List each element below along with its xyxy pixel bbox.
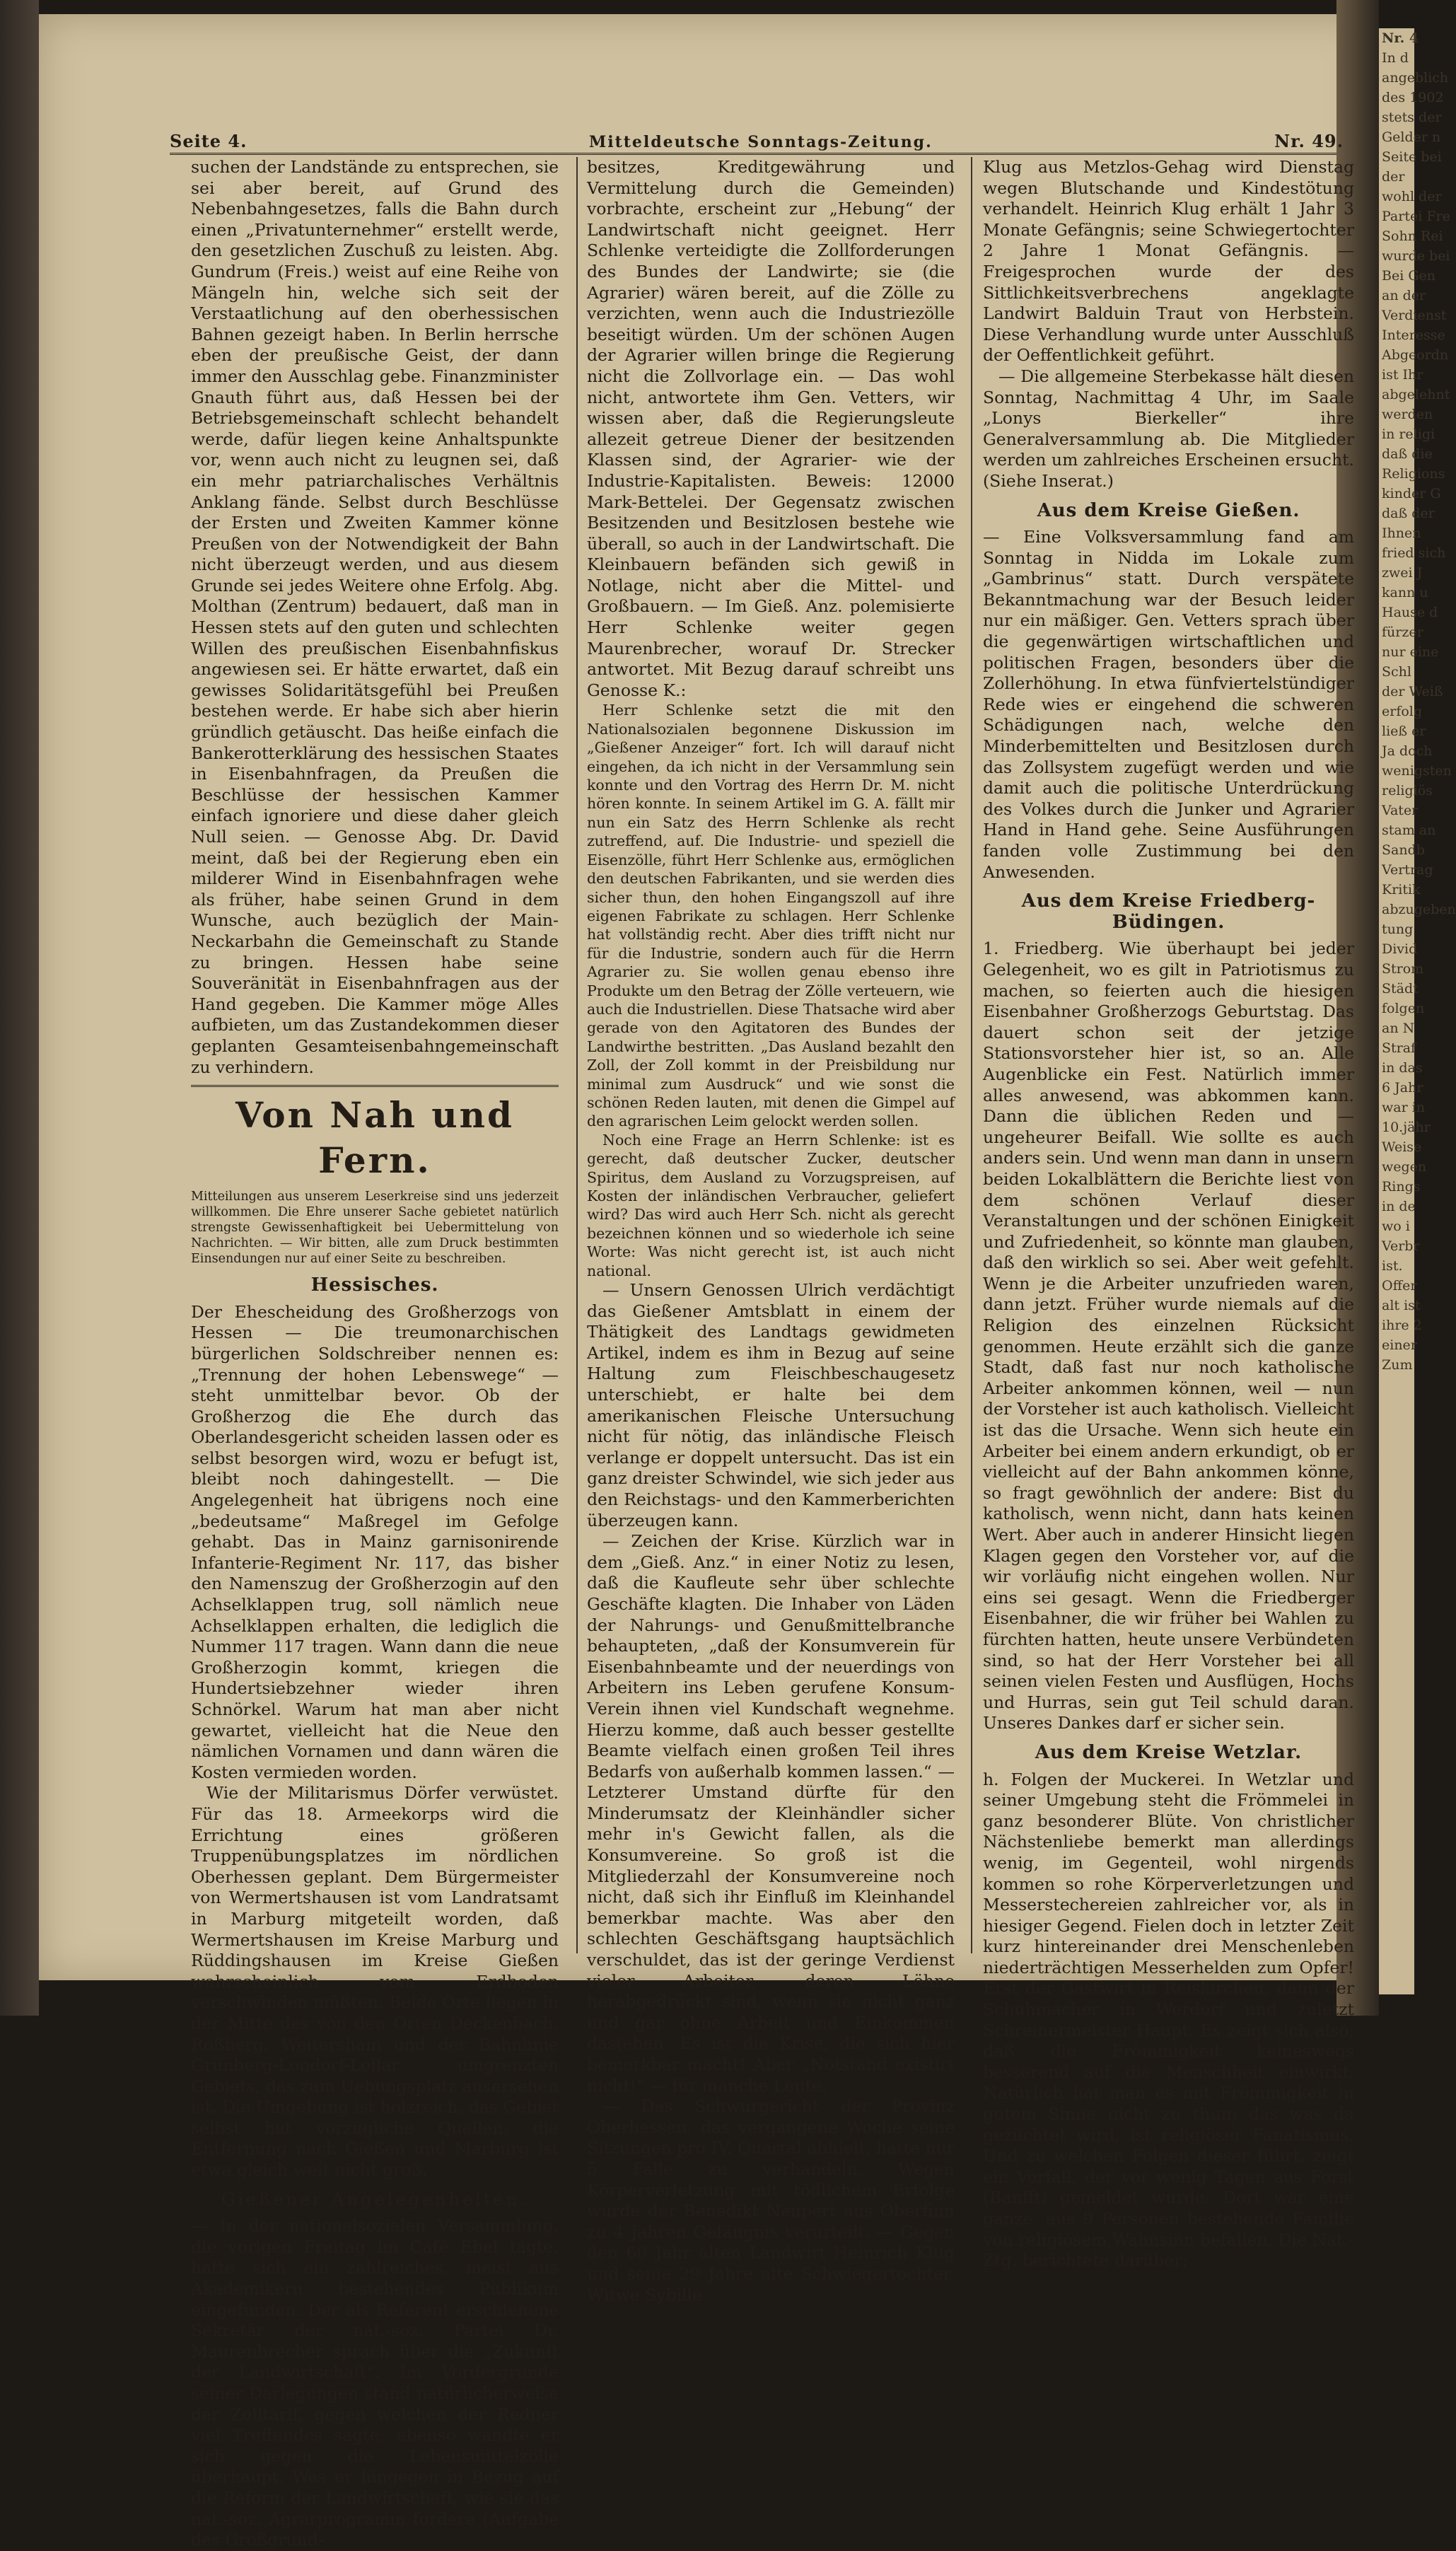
adjacent-page-text: wohl der <box>1382 189 1442 204</box>
adjacent-page-text: 6 Jahr <box>1382 1080 1423 1096</box>
adjacent-page-text: der Weiß <box>1382 684 1443 699</box>
adjacent-page-text: abgelehnt <box>1382 387 1450 402</box>
subsection-heading: Aus dem Kreise Friedberg-Büdingen. <box>1021 890 1316 933</box>
adjacent-page-text: ist. <box>1382 1258 1403 1274</box>
subsection-heading: Hessisches. <box>310 1274 439 1296</box>
article-paragraph: — Unsern Genossen Ulrich verdächtigt das Gießener Amtsblatt in einem der Thätigkeit des Landtags gewidmeten Artikel, indem es ihm in Bezug auf seine Haltung zum Fleischbeschaugesetz unterschiebt, er halte bei dem amerikanischen Fleische Untersuchung nicht für nötig, das inländische Fleisch verlange er doppelt untersucht. Das ist ein ganz dreister Schwindel, wie sich jeder aus den Reichstags- und den Kammerberichten überzeugen kann. <box>587 1280 955 1530</box>
adjacent-page-text: wurde bei <box>1382 248 1450 264</box>
adjacent-page-text: Weise <box>1382 1139 1422 1155</box>
column-1 <box>191 157 559 2550</box>
adjacent-page-text: zwei J <box>1382 565 1423 581</box>
adjacent-page-text: Schl <box>1382 664 1411 680</box>
adjacent-page-text: werden <box>1382 407 1433 422</box>
adjacent-page-text: Partei Fre <box>1382 209 1450 224</box>
adjacent-page-text: Städt <box>1382 981 1419 996</box>
adjacent-page-text: erfolg <box>1382 704 1423 719</box>
header-rule <box>170 153 1336 155</box>
adjacent-page-text: wenigsten <box>1382 763 1452 779</box>
adjacent-page-text: Ihnen <box>1382 525 1421 541</box>
adjacent-page-text: Sohn Rei <box>1382 228 1443 244</box>
adjacent-page-text: daß die <box>1382 446 1433 462</box>
adjacent-page-text: Vater <box>1382 803 1419 818</box>
adjacent-page-text: fried sich <box>1382 545 1446 561</box>
adjacent-page-text: Offer <box>1382 1278 1417 1294</box>
adjacent-page-text: tung <box>1382 922 1414 937</box>
adjacent-page-text: Nr. 4 <box>1382 30 1419 46</box>
adjacent-page-text: angeblich <box>1382 70 1449 86</box>
issue-number: Nr. 49. <box>1274 131 1344 151</box>
adjacent-page-text: stam an <box>1382 823 1436 838</box>
adjacent-page-text: Rings <box>1382 1179 1421 1195</box>
quoted-letter: Herr Schlenke setzt die mit den Nationalsozialen begonnene Diskussion im „Gießener Anzeiger“ fort. Ich will darauf nicht eingehen, da ich nicht in der Versammlung sein konnte und den Vortrag des Herrn Dr. M. nicht hören konnte. In seinem Artikel im G. A. fällt mir nun ein Satz des Herrn Schlenke als recht zutreffend, auf. Die Industrie- und speziell die Eisenzölle, führt Herr Schlenke aus, ermöglichen den deutschen Fabrikanten, und sie werden dies sicher thun, den hohen Eingangszoll auf ihre eigenen Fabrikate zu schlagen. Herr Schlenke hat vollständig recht. Aber dies trifft nicht nur für die Industrie, sondern auch für die Herrn Agrarier zu. Sie wollen genau ebenso ihre Produkte um den Betrag der Zölle verteuern, wie auch die Industriellen. Diese Thatsache wird aber gerade von den Agitatoren des Bundes der Landwirthe bestritten. „Das Ausland bezahlt den Zoll, der Zoll kommt in der Preisbildung nur minimal zum Ausdruck“ und wie sonst die schönen Reden lauten, mit denen die Gimpel auf den agrarischen Leim gelockt werden sollen. <box>587 702 955 1130</box>
adjacent-page-text: Straf <box>1382 1040 1416 1056</box>
column-divider <box>576 157 578 1953</box>
adjacent-page-text: nur eine <box>1382 644 1439 660</box>
article-paragraph: Klug aus Metzlos-Gehag wird Dienstag wegen Blutschande und Kindestötung verhandelt. Heinrich Klug erhält 1 Jahr 3 Monate Gefängnis; seine Schwiegertochter 2 Jahre 1 Monat Gefängnis. — Freigesprochen wurde der des Sittlichkeitsverbrechens angeklagte Landwirt Balduin Traut von Herbstein. Diese Verhandlung wurde unter Ausschluß der Oeffentlichkeit geführt. <box>983 157 1354 366</box>
adjacent-page-text: Hause d <box>1382 605 1438 620</box>
section-title: Von Nah und Fern. <box>235 1094 514 1182</box>
article-paragraph: Wie der Militarismus Dörfer verwüstet. Für das 18. Armeekorps wird die Errichtung eines größeren Truppenübungsplatzes im nördlichen Oberhessen geplant. Dem Bürgermeister von Wermertshausen ist vom Landratsamt in Marburg mitgeteilt worden, daß Wermertshausen im Kreise Marburg und Rüddingshausen im Kreise Gießen wahrscheinlich vom Erdboden verschwinden müßten. Beide Orte liegen in der Mitte des von den Orten Deckenbach, Roßberg, Weitershain und der Bahnlinie Grünberg-Londorf-Lollar umgrenzten Gebiets, das zum Uebungsplatz ausersehen ist. Die Umgebung ist holzreich, das Gebiet selbst hat vorzügliche Quellen; die Entfernung nach Gießen und Marburg ist etwa gleich weit nicht groß. <box>191 1783 559 2180</box>
adjacent-page-text: Interesse <box>1382 327 1445 343</box>
adjacent-page-text: an der <box>1382 288 1426 303</box>
section-rule <box>191 1085 559 1087</box>
adjacent-page-text: des 1902 <box>1382 90 1444 105</box>
adjacent-page-text: war in <box>1382 1100 1426 1115</box>
adjacent-page-text: 10.jähr <box>1382 1120 1431 1135</box>
article-paragraph: besitzes, Kreditgewährung und Vermittelung durch die Gemeinden) vorbrachte, erscheint zur „Hebung“ der Landwirtschaft nicht geeignet. Herr Schlenke verteidigte die Zollforderungen des Bundes der Landwirte; sie (die Agrarier) wären bereit, auf die Zölle zu verzichten, wenn auch die Industriezölle beseitigt würden. Um der schönen Augen der Agrarier willen bringe die Regierung nicht die Zollvorlage ein. — Das wohl nicht, antwortete ihm Gen. Vetters, wir wissen aber, daß die Regierungsleute allezeit getreue Diener der besitzenden Klassen sind, der Agrarier- wie der Industrie-Kapitalisten. Beweis: 12000 Mark-Bettelei. Der Gegensatz zwischen Besitzenden und Besitzlosen bestehe wie überall, so auch in der Landwirtschaft. Die Kleinbauern befänden sich gewiß in Notlage, nicht aber die Mittel- und Großbauern. — Im Gieß. Anz. polemisierte Herr Schlenke weiter gegen Maurenbrecher, worauf Dr. Strecker antwortet. Mit Bezug darauf schreibt uns Genosse K.: <box>587 157 955 700</box>
article-paragraph: — Das Schwurgericht der Provinz Oberhessen, das vergangene Woche seine Sitzungen pro IV. Quartal abhielt, hatte nur 5 Fälle zu verhandeln. Wegen Körperverletzung mit tödlichem Erfolge wurde der Benedikt Neupert aus Oberfinn zu 4 Jahren Gefängnis verurteilt. — Gegen den 60 Jahr alten Landwirt Heinrich Klug und seine 29 Jahre alte Schwiegertochter, Witwe Sybille <box>587 2096 955 2305</box>
subsection-heading: Aus dem Kreise Gießen. <box>1037 499 1300 521</box>
article-paragraph: suchen der Landstände zu entsprechen, sie sei aber bereit, auf Grund des Nebenbahngesetzes, falls die Bahn durch einen „Privatunternehmer“ erstellt werde, den gesetzlichen Zuschuß zu leisten. Abg. Gundrum (Freis.) weist auf eine Reihe von Mängeln hin, welche sich seit der Verstaatlichung auf den oberhessischen Bahnen gezeigt haben. In Berlin herrsche eben der preußische Geist, der dann immer den Ausschlag gebe. Finanzminister Gnauth führt aus, daß Hessen bei der Betriebsgemeinschaft schlecht behandelt werde, dafür liegen keine Anhaltspunkte vor, wenn auch nicht zu leugnen sei, daß ein mehr patriarchalisches Verhältnis Anklang fände. Selbst durch Beschlüsse der Ersten und Zweiten Kammer könne Preußen von der Notwendigkeit der Bahn nicht überzeugt werden, und aus diesem Grunde sei jedes Weitere ohne Erfolg. Abg. Molthan (Zentrum) bedauert, daß man in Hessen stets auf den guten und schlechten Willen des preußischen Eisenbahnfiskus angewiesen sei. Er hätte erwartet, daß ein gewisses Solidaritätsgefühl bei Preußen bestehen werde. Er habe sich aber hierin gründlich getäuscht. Das heiße einfach die Bankerotterklärung des hessischen Staates in Eisenbahnfragen, da Preußen die Beschlüsse der hessischen Kammer einfach ignoriere und diese daher gleich Null seien. — Genosse Abg. Dr. David meint, daß bei der Regierung eben ein milderer Wind in Eisenbahnfragen wehe als früher, habe seinen Grund in dem Wunsche, auch bezüglich der Main-Neckarbahn die Gemeinschaft zu Stande zu bringen. Hessen habe seine Souveränität in Eisenbahnfragen aus der Hand gegeben. Die Kammer möge Alles aufbieten, um das Zustandekommen dieser geplanten Gesamteisenbahngemeinschaft zu verhindern. <box>191 157 559 1077</box>
adjacent-page-text: Gelder n <box>1382 129 1441 145</box>
column-2 <box>587 157 955 2305</box>
adjacent-page-text: Vertrag <box>1382 862 1433 878</box>
adjacent-page-text: ihre 2 <box>1382 1318 1422 1333</box>
adjacent-page-text: kann u <box>1382 585 1428 600</box>
adjacent-page-text: einer <box>1382 1337 1417 1353</box>
adjacent-page-text: wegen <box>1382 1159 1427 1175</box>
adjacent-page-text: religiös <box>1382 783 1433 798</box>
adjacent-page-text: Verbr <box>1382 1238 1420 1254</box>
subsection-heading: Aus dem Kreise Wetzlar. <box>1035 1741 1303 1763</box>
column-divider <box>971 157 972 1953</box>
article-paragraph: Der Ehescheidung des Großherzogs von Hessen — Die treumonarchischen bürgerlichen Soldschreiber nennen es: „Trennung der hohen Lebenswege“ — steht unmittelbar bevor. Ob der Großherzog die Ehe durch das Oberlandesgericht scheiden lassen oder es selbst besorgen wird, wozu er befugt ist, bleibt noch dahingestellt. — Die Angelegenheit hat übrigens noch eine „bedeutsame“ Maßregel im Gefolge gehabt. Das in Mainz garnisonirende Infanterie-Regiment Nr. 117, das bisher den Namenszug der Großherzogin auf den Achselklappen trug, soll nämlich neue Achselklappen erhalten, die lediglich die Nummer 117 tragen. Wann dann die neue Großherzogin kommt, kriegen die Hundertsiebzehner wieder ihren Schnörkel. Warum hat man aber nicht gewartet, vielleicht hat die Neue den nämlichen Vornamen und dann wären die Kosten vermieden worden. <box>191 1301 559 1782</box>
adjacent-page-text: Strom <box>1382 961 1424 977</box>
adjacent-page-text: ließ er <box>1382 724 1426 739</box>
adjacent-page-text: in religi <box>1382 426 1435 442</box>
adjacent-page-text: in de <box>1382 1199 1416 1214</box>
adjacent-page-text: in das <box>1382 1060 1423 1076</box>
article-paragraph: 1. Friedberg. Wie überhaupt bei jeder Gelegenheit, wo es gilt in Patriotismus zu machen, so feierten auch die hiesigen Eisenbahner Großherzogs Geburtstag. Das dauert schon seit der jetzige Stationsvorsteher hier ist, so an. Alle Augenblicke ein Fest. Natürlich immer alles anwesend, was abkommen kann. Dann die üblichen Reden und — ungeheurer Beifall. Wie sollte es auch anders sein. Und wenn man dann in unsern beiden Lokalblättern die Berichte liest von dem schönen Verlauf dieser Veranstaltungen und der schönen Einigkeit und Zufriedenheit, so könnte man glauben, daß den wirklich so sei. Aber weit gefehlt. Wenn je die Arbeiter unzufrieden waren, dann jetzt. Früher wurde niemals auf die Religion des einzelnen Rücksicht genommen. Heute erzählt sich die ganze Stadt, daß fast nur noch katholische Arbeiter ankommen können, weil — nun der Vorsteher ist auch katholisch. Vielleicht ist das die Ursache. Wenn sich heute ein Arbeiter bei einem andern erkundigt, ob er vielleicht auf der Bahn ankommen könne, so fragt gewöhnlich der andere: Bist du katholisch, wenn nicht, dann hats keinen Wert. Aber auch in anderer Hinsicht liegen Klagen gegen den Vorsteher vor, auf die wir vorläufig nicht eingehen wollen. Nur eins sei gesagt. Wenn die Friedberger Eisenbahner, die wir früher bei Wahlen zu fürchten hatten, heute unsere Verbündeten sind, so hat der Herr Vorsteher bei all seinen vielen Festen und Ausflügen, Hochs und Hurras, sein gut Teil schuld daran. Unseres Dankes darf er sicher sein. <box>983 939 1354 1733</box>
adjacent-page-text: Verdienst <box>1382 308 1447 323</box>
adjacent-page-text: In d <box>1382 50 1409 66</box>
section-intro: Mitteilungen aus unserem Leserkreise sind uns jederzeit willkommen. Die Ehre unserer Sache gebietet natürlich strengste Gewissenhaftigkeit bei Uebermittelung von Nachrichten. — Wir bitten, alle zum Druck bestimmten Einsendungen nur auf einer Seite zu beschreiben. <box>191 1190 559 1267</box>
adjacent-page-text: Ja doch <box>1382 743 1433 759</box>
adjacent-page-text: Divid <box>1382 941 1418 957</box>
binding-edge <box>0 0 39 2016</box>
adjacent-page-text: kinder G <box>1382 486 1441 501</box>
quoted-letter: Noch eine Frage an Herrn Schlenke: ist es gerecht, daß deutscher Zucker, deutscher Spiritus, dem Ausland zu Vorzugspreisen, auf Kosten der inländischen Verbraucher, geliefert wird? Das wird auch Herr Sch. nicht als gerecht bezeichnen können und so wiederhole ich seine Worte: Was nicht gerecht ist, ist auch nicht national. <box>587 1131 955 1279</box>
adjacent-page-text: wo i <box>1382 1219 1410 1234</box>
adjacent-page-text: Religions <box>1382 466 1445 482</box>
adjacent-page-text: abzugeben <box>1382 902 1456 917</box>
column-3 <box>983 157 1354 2271</box>
adjacent-page-text: daß der <box>1382 506 1435 521</box>
adjacent-page-text: fürzer <box>1382 624 1423 640</box>
adjacent-page-text: stets der <box>1382 110 1442 125</box>
page-header <box>170 120 1344 151</box>
adjacent-page-text: Zum <box>1382 1357 1413 1373</box>
adjacent-page-text: Kritik <box>1382 882 1421 897</box>
adjacent-page-text: ist Ihr <box>1382 367 1423 383</box>
newspaper-title: Mitteldeutsche Sonntags-Zeitung. <box>588 133 933 151</box>
adjacent-page-text: Abgeordn <box>1382 347 1449 363</box>
page-number: Seite 4. <box>170 131 247 151</box>
article-paragraph: h. Folgen der Muckerei. In Wetzlar und seiner Umgebung steht die Frömmelei in ganz besonderer Blüte. Von christlicher Nächstenliebe bemerkt man allerdings wenig, im Gegenteil, wohl nirgends kommen so rohe Körperverletzungen und Messerstechereien zahlreicher vor, als in hiesiger Gegend. Fielen doch in letzter Zeit kurz hintereinander drei Menschenleben niederträchtigen Messerhelden zum Opfer! Erst der Gastwirt in Reiskirchen, dann der Schuhmacher in Werdorf und zuletzt Schreinermeister Haupt. Es zeigt sich also, daß die Frömmigkeit keineswegs besserend auf die Menschheit einwirkt. Natürlich hat man es mit Frömmigkeit in gutem Sinne nicht zu thun; das was da gezüchtet wird, ist religiöser Fanatismus. Und zu welchen Folgen dieser führt, zeigt ein Vorfall, der vor wenig Tagen aus Forst (Banfft) gemeldet wurde. Dort war eine ganze, aus 9 Personen bestehende Familie von religiösem Wahnsinn befallen. Die Nat.-Ztg. berichtete darüber: <box>983 1769 1354 2271</box>
adjacent-page-text: an N <box>1382 1021 1415 1036</box>
adjacent-page-text: Bei Gen <box>1382 268 1435 284</box>
adjacent-page-fragment <box>1379 28 1456 1994</box>
subsection-heading: Gießener Angelegenheiten. <box>221 2189 528 2209</box>
adjacent-page-text: folgen <box>1382 1001 1425 1016</box>
adjacent-page-text: Seite bei <box>1382 149 1442 165</box>
article-paragraph: — Die allgemeine Sterbekasse hält diesen Sonntag, Nachmittag 4 Uhr, im Saale „Lonys Bierkeller“ ihre Generalversammlung ab. Die Mitglieder werden um zahlreiches Erscheinen ersucht. (Siehe Inserat.) <box>983 366 1354 491</box>
article-paragraph: — Zeichen der Krise. Kürzlich war in dem „Gieß. Anz.“ in einer Notiz zu lesen, daß die Kaufleute sehr über schlechte Geschäfte klagten. Die Inhaber von Läden der Nahrungs- und Genußmittelbranche behaupteten, „daß der Konsumverein für Eisenbahnbeamte und der neuerdings von Arbeitern ins Leben gerufene Konsum-Verein ihnen viel Kundschaft wegnehme. Hierzu komme, daß auch besser gestellte Beamte vielfach einen großen Teil ihres Bedarfs von außerhalb kommen lassen.“ — Letzterer Umstand dürfte für den Minderumsatz der Kleinhändler sicher mehr in's Gewicht fallen, als die Konsumvereine. So groß ist die Mitgliederzahl der Konsumvereine noch nicht, daß sich ihr Einfluß im Kleinhandel bemerkbar machte. Was aber den schlechten Geschäftsgang hauptsächlich verschuldet, das ist der geringe Verdienst vieler Arbeiter, deren Löhne herabgedrückt sind, wenn sie nicht ganz und gar ohne Arbeit und Einkommen dastehen. Es ist die Krise, die sich hier bemerkbar macht! Aber „Notstand existirt nicht!“ — für manche Leute. <box>587 1531 955 2096</box>
adjacent-page-text: alt ist <box>1382 1298 1421 1313</box>
article-paragraph: — Eine Volksversammlung fand am Sonntag in Nidda im Lokale zum „Gambrinus“ statt. Durch verspätete Bekanntmachung war der Besuch leider nur ein mäßiger. Gen. Vetters sprach über die gegenwärtigen wirtschaftlichen und politischen Fragen, besonders über die Zollerhöhung. In etwa fünfviertelstündiger Rede wies er eingehend die schweren Schädigungen nach, welche den Minderbemittelten und Besitzlosen durch das Zollsystem zugefügt werden und wie damit auch die politische Unterdrückung des Volkes durch die Junker und Agrarier Hand in Hand gehe. Seine Ausführungen fanden volle Zustimmung bei den Anwesenden. <box>983 527 1354 882</box>
article-paragraph: — In der nationalsozialen Versammlung, die vorigen Freitag im Café Ebel tagte, hatte sich ein zahlreiches, meist aus Akademikern bestehendes Publikum eingefunden. Der als Referent erschienene Sekretär der nat.-soz. Partei Dr. Maurenbrecher sprach über die „Zukunft der Landwirtschaft“. Im Vordergrunde seiner Darlegungen stand natürlicherweise der Zolltarif, gegen welchen der Redner viel Treffendes sagte; ebenso wandte er sich gegen die Lebensmittelzölle überhaupt. Was er hingegen in Bezug auf die Reform der Landwirtschaft, wie sie das nat.-soz. Agrarprogramm fordere (Aufgabe des Großgrund- <box>191 2216 559 2550</box>
adjacent-page-text: Sandb <box>1382 842 1425 858</box>
adjacent-page-text: der <box>1382 169 1405 185</box>
